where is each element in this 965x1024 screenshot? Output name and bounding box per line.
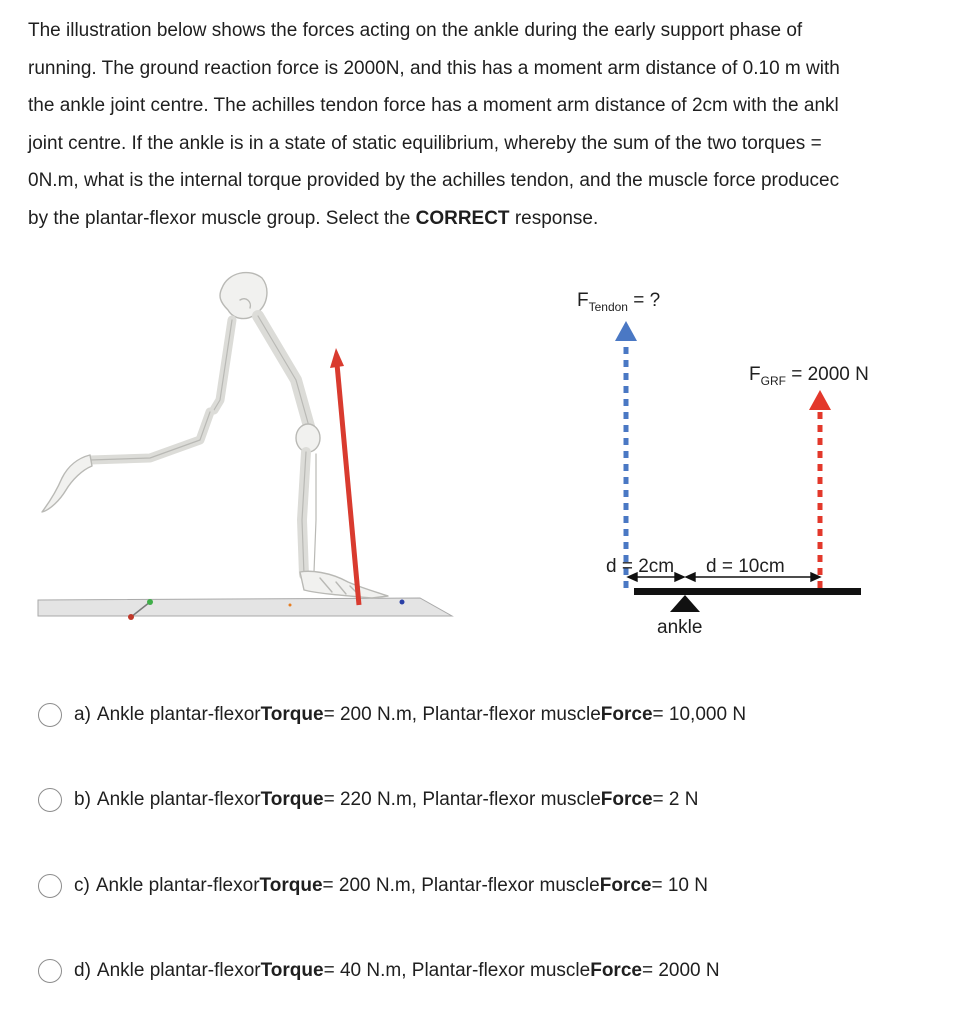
question-text-part: response. [509,207,599,229]
radio-button-d[interactable] [38,959,62,983]
option-text: Ankle plantar-flexor [96,789,261,810]
answer-option-b[interactable] [38,785,699,815]
option-letter: c) [74,875,90,896]
option-letter: a) [74,704,91,725]
question-line: the ankle joint centre. The achilles tendon force has a moment arm distance of 2cm with the ankl [28,95,839,116]
tendon-force-label: $F_{Tendon}$ = ? [577,290,661,314]
answer-option-c[interactable] [38,871,708,901]
question-line: running. The ground reaction force is 2000N, and this has a moment arm distance of 0.10 m with [28,57,840,79]
grf-force-label: $F_{GRF} = 2000$ N [749,364,869,388]
option-bold: Force [590,960,642,981]
option-text: = 200 N.m, Plantar-flexor muscle [323,704,601,725]
answer-option-a[interactable] [38,700,746,730]
option-text: = 40 N.m, Plantar-flexor muscle [323,960,591,981]
option-text: Ankle plantar-flexor [95,875,260,896]
question-text [28,12,965,237]
grf-arrowhead [809,390,831,410]
tendon-arrowhead [615,321,637,341]
skeleton-illustration [42,273,388,598]
ankle-forces-figure [0,250,965,670]
option-bold: Torque [260,960,324,981]
option-bold: Force [600,704,653,725]
option-text: = 200 N.m, Plantar-flexor muscle [322,875,600,896]
question-line [28,200,965,238]
option-text: Ankle plantar-flexor [96,704,261,725]
question-line: joint centre. If the ankle is in a state of static equilibrium, whereby the sum of the two torques = [28,132,822,154]
option-bold: Force [600,789,653,810]
grf-arrow-skeleton [330,348,359,605]
radio-button-b[interactable] [38,788,62,812]
option-text: = 2000 N [641,960,720,981]
radio-button-c[interactable] [38,874,62,898]
option-text: = 10,000 N [652,704,747,725]
option-letter: d) [74,960,91,981]
free-body-diagram [577,290,869,638]
option-bold: Torque [260,704,324,725]
answer-option-d[interactable] [38,956,720,986]
ground-plane [38,598,452,620]
option-text: = 2 N [652,789,699,810]
option-letter: b) [74,789,91,810]
lever-bar [634,588,861,595]
ankle-label: ankle [657,617,703,638]
question-emphasis: CORRECT [415,207,510,229]
option-bold: Force [599,875,652,896]
option-bold: Torque [259,875,323,896]
question-line: 0N.m, what is the internal torque provided by the achilles tendon, and the muscle force producec [28,170,840,191]
grf-distance-label: d = 10cm [706,556,785,577]
option-text: Ankle plantar-flexor [96,960,261,981]
radio-button-a[interactable] [38,703,62,727]
option-text: = 10 N [651,875,708,896]
tendon-distance-label: d = 2cm [606,556,675,577]
ankle-fulcrum [670,595,700,612]
question-line: The illustration below shows the forces acting on the ankle during the early support phase of [28,20,803,41]
option-bold: Torque [260,789,324,810]
option-text: = 220 N.m, Plantar-flexor muscle [323,789,601,810]
question-text-part: by the plantar-flexor muscle group. Select the [28,207,416,229]
